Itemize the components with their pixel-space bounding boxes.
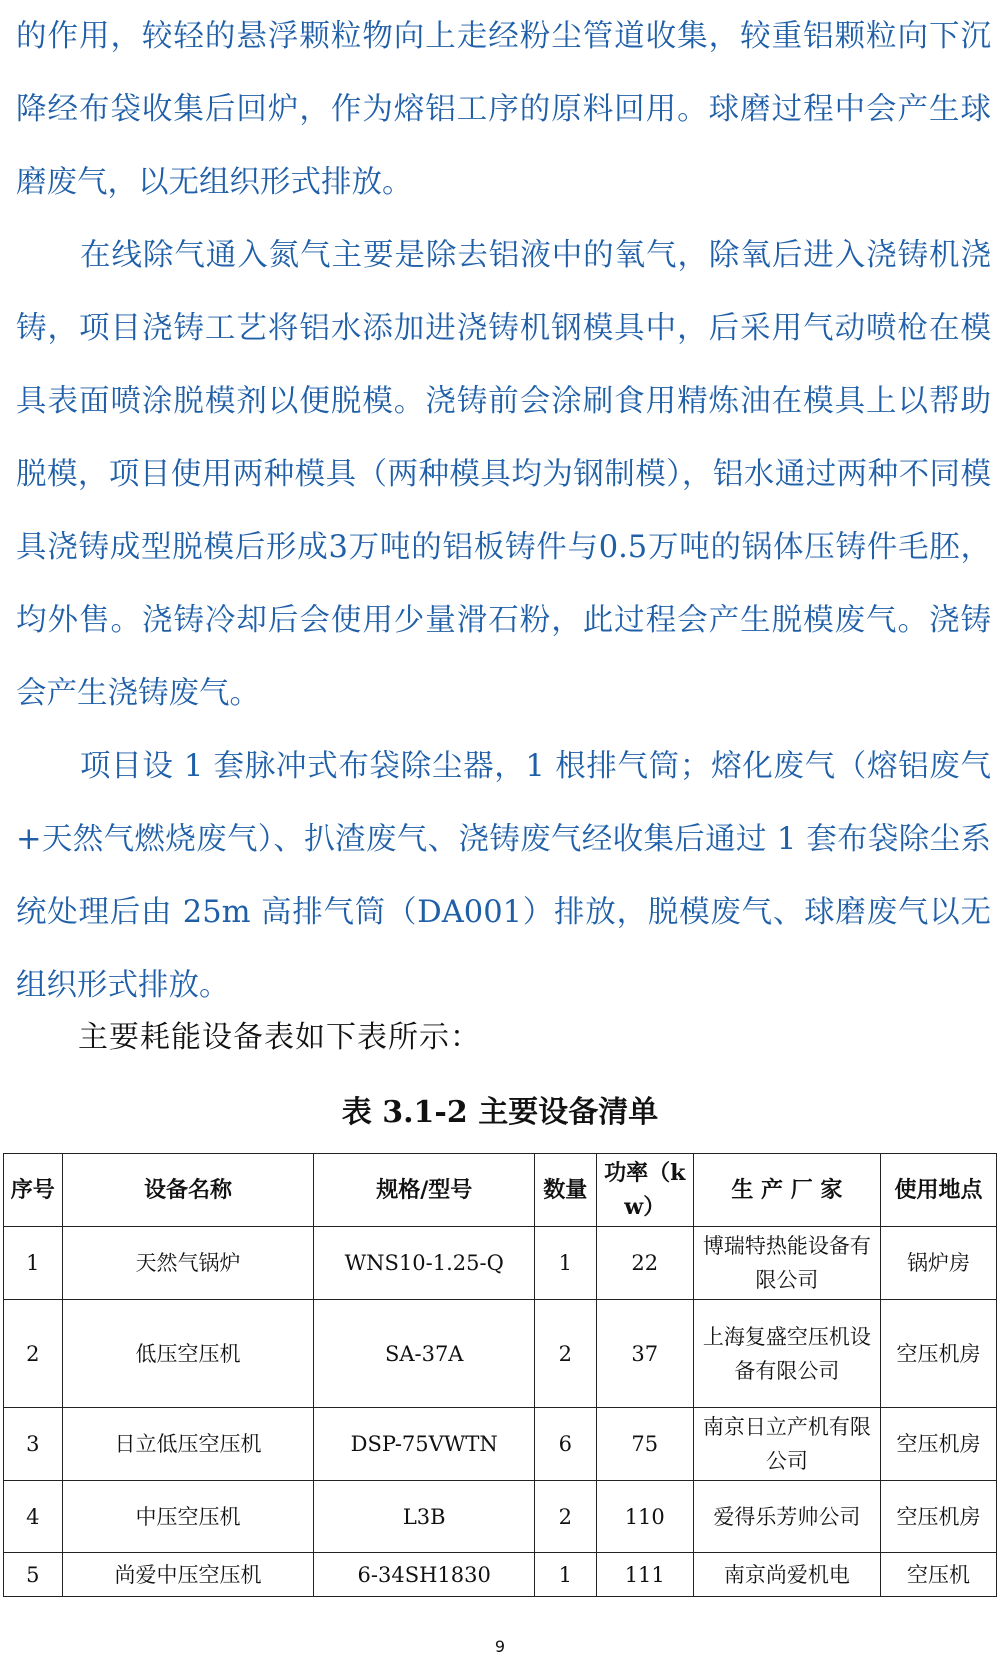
cell-manufacturer: 南京尚爱机电	[693, 1553, 880, 1597]
table-row	[4, 1481, 997, 1553]
cell-location: 空压机房	[880, 1481, 996, 1553]
cell-location: 锅炉房	[880, 1227, 996, 1300]
page-number: 9	[494, 1637, 506, 1656]
cell-index: 3	[4, 1408, 63, 1481]
header-cell-location: 使用地点	[880, 1154, 996, 1227]
table-caption: 表 3.1-2 主要设备清单	[341, 1095, 659, 1130]
cell-location: 空压机	[880, 1553, 996, 1597]
cell-name: 天然气锅炉	[62, 1227, 314, 1300]
cell-index: 1	[4, 1227, 63, 1300]
cell-manufacturer: 爱得乐芳帅公司	[693, 1481, 880, 1553]
cell-power: 37	[596, 1300, 693, 1408]
table-row	[4, 1553, 997, 1597]
cell-name: 中压空压机	[62, 1481, 314, 1553]
cell-manufacturer: 上海复盛空压机设备有限公司	[693, 1300, 880, 1408]
cell-model: WNS10-1.25-Q	[314, 1227, 535, 1300]
cell-power: 75	[596, 1408, 693, 1481]
body-text	[16, 0, 991, 1022]
cell-power: 111	[596, 1553, 693, 1597]
paragraph-ball-milling: 的作用，较轻的悬浮颗粒物向上走经粉尘管道收集，较重铝颗粒向下沉降经布袋收集后回炉，作为熔铝工序的原料回用。球磨过程中会产生球磨废气，以无组织形式排放。	[16, 19, 991, 200]
header-cell-index: 序号	[4, 1154, 63, 1227]
cell-name: 日立低压空压机	[62, 1408, 314, 1481]
cell-model: DSP-75VWTN	[314, 1408, 535, 1481]
cell-manufacturer: 南京日立产机有限公司	[693, 1408, 880, 1481]
cell-power: 110	[596, 1481, 693, 1553]
header-cell-power: 功率（kw）	[596, 1154, 693, 1227]
cell-model: L3B	[314, 1481, 535, 1553]
cell-index: 4	[4, 1481, 63, 1553]
paragraph-dust-removal: 项目设 1 套脉冲式布袋除尘器，1 根排气筒；熔化废气（熔铝废气+天然气燃烧废气）、扒渣废气、浇铸废气经收集后通过 1 套布袋除尘系统处理后由 25m 高排气筒（DA001）排放，脱模废气、球磨废气以无组织形式排放。	[16, 749, 991, 1003]
table-row	[4, 1300, 997, 1408]
equipment-table	[3, 1153, 997, 1597]
table-intro-text: 主要耗能设备表如下表所示：	[78, 1020, 481, 1055]
cell-location: 空压机房	[880, 1300, 996, 1408]
cell-index: 5	[4, 1553, 63, 1597]
cell-power: 22	[596, 1227, 693, 1300]
header-cell-name: 设备名称	[62, 1154, 314, 1227]
cell-quantity: 2	[534, 1300, 596, 1408]
cell-name: 低压空压机	[62, 1300, 314, 1408]
table-row	[4, 1227, 997, 1300]
cell-location: 空压机房	[880, 1408, 996, 1481]
cell-model: 6-34SH1830	[314, 1553, 535, 1597]
table-header-row	[4, 1154, 997, 1227]
cell-index: 2	[4, 1300, 63, 1408]
cell-model: SA-37A	[314, 1300, 535, 1408]
header-cell-model: 规格/型号	[314, 1154, 535, 1227]
cell-quantity: 1	[534, 1553, 596, 1597]
paragraph-casting: 在线除气通入氮气主要是除去铝液中的氧气，除氧后进入浇铸机浇铸，项目浇铸工艺将铝水添加进浇铸机钢模具中，后采用气动喷枪在模具表面喷涂脱模剂以便脱模。浇铸前会涂刷食用精炼油在模具上以帮助脱模，项目使用两种模具（两种模具均为钢制模），铝水通过两种不同模具浇铸成型脱模后形成3万吨的铝板铸件与0.5万吨的锅体压铸件毛胚，均外售。浇铸冷却后会使用少量滑石粉，此过程会产生脱模废气。浇铸会产生浇铸废气。	[16, 238, 991, 711]
cell-quantity: 1	[534, 1227, 596, 1300]
cell-quantity: 6	[534, 1408, 596, 1481]
header-cell-manufacturer: 生 产 厂 家	[693, 1154, 880, 1227]
cell-manufacturer: 博瑞特热能设备有限公司	[693, 1227, 880, 1300]
cell-name: 尚爱中压空压机	[62, 1553, 314, 1597]
header-cell-quantity: 数量	[534, 1154, 596, 1227]
cell-quantity: 2	[534, 1481, 596, 1553]
table-row	[4, 1408, 997, 1481]
